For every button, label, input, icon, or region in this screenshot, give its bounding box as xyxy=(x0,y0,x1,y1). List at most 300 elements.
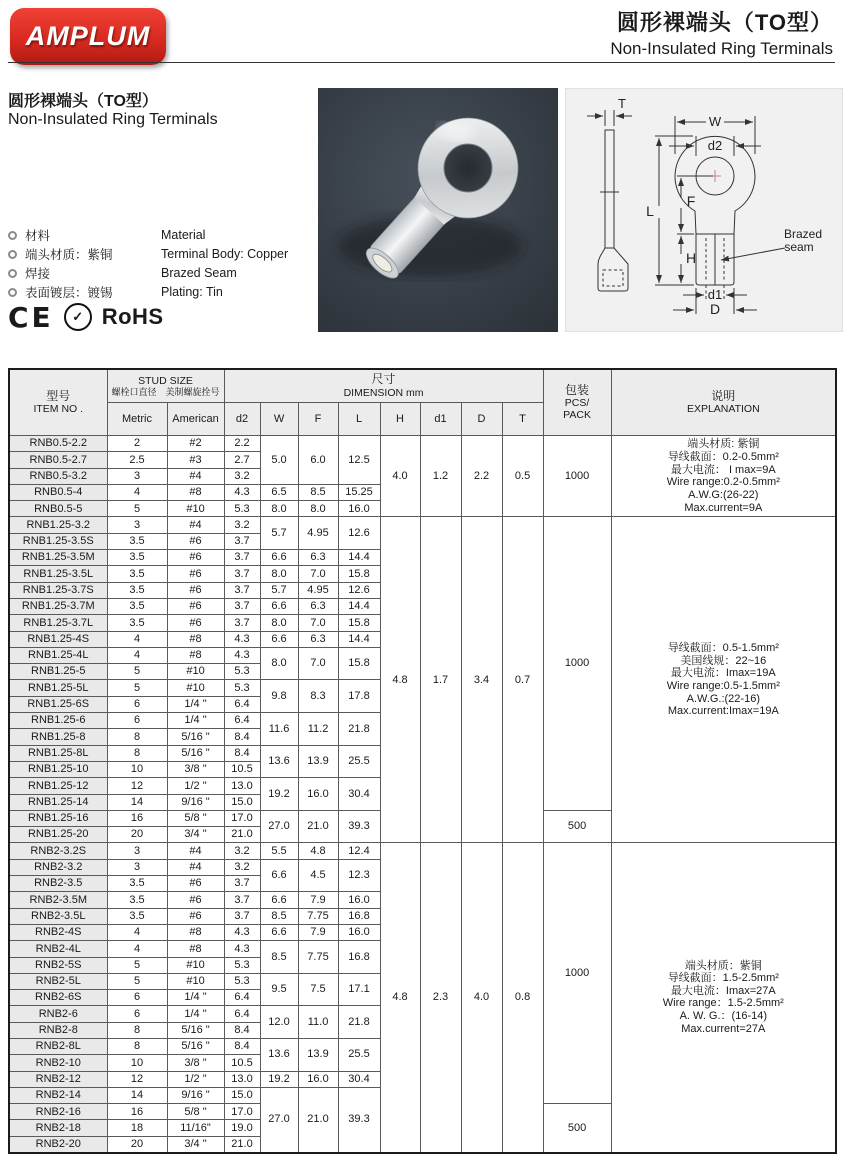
value-cell: 11.6 xyxy=(260,713,298,746)
value-cell: 8.0 xyxy=(260,647,298,680)
value-cell: 3.7 xyxy=(224,566,260,582)
spec-row xyxy=(8,264,288,282)
value-cell: 5/8 " xyxy=(167,1104,224,1120)
value-cell: 5 xyxy=(107,973,167,989)
value-cell: 3.7 xyxy=(224,615,260,631)
spec-row xyxy=(8,283,288,301)
item-no-cell: RNB2-8L xyxy=(9,1038,107,1054)
value-cell: 14 xyxy=(107,1087,167,1103)
brazed-seam-label2: seam xyxy=(784,240,814,254)
value-cell: 3 xyxy=(107,468,167,484)
value-cell: 8.0 xyxy=(260,501,298,517)
value-cell: 4 xyxy=(107,484,167,500)
item-no-cell: RNB2-3.2 xyxy=(9,859,107,875)
page-title xyxy=(610,6,833,59)
item-no-cell: RNB2-3.5M xyxy=(9,892,107,908)
item-no-cell: RNB1.25-5 xyxy=(9,664,107,680)
value-cell: 4.95 xyxy=(298,517,338,550)
value-cell: 13.0 xyxy=(224,1071,260,1087)
value-cell: 3.2 xyxy=(224,843,260,859)
spec-en: Plating: Tin xyxy=(161,285,223,299)
bullet-icon xyxy=(8,269,17,278)
page-title-zh: 圆形裸端头（TO型） xyxy=(616,10,833,35)
value-cell: 3.7 xyxy=(224,892,260,908)
value-cell: 5/16 " xyxy=(167,1038,224,1054)
dim-label-D: D xyxy=(709,301,721,317)
value-cell: #6 xyxy=(167,598,224,614)
rohs-mark: RoHS xyxy=(101,304,164,329)
value-cell: #6 xyxy=(167,908,224,924)
value-cell: #4 xyxy=(167,517,224,533)
spec-en: Terminal Body: Copper xyxy=(161,247,289,261)
section-title-en: Non-Insulated Ring Terminals xyxy=(8,111,218,128)
item-no-cell: RNB2-5S xyxy=(9,957,107,973)
item-no-cell: RNB1.25-3.5L xyxy=(9,566,107,582)
value-cell: 8.0 xyxy=(260,615,298,631)
value-cell: 8 xyxy=(107,745,167,761)
item-no-cell: RNB2-6S xyxy=(9,990,107,1006)
col-dimension: 尺寸 DIMENSION mm xyxy=(224,369,543,403)
value-cell: 16 xyxy=(107,810,167,826)
table-row xyxy=(9,436,836,452)
spec-zh: 材料 xyxy=(25,229,51,243)
col-d2: d2 xyxy=(224,403,260,436)
value-cell: 8.4 xyxy=(224,729,260,745)
value-cell: 4.5 xyxy=(298,859,338,892)
value-cell: 1/4 " xyxy=(167,713,224,729)
item-no-cell: RNB0.5-2.7 xyxy=(9,452,107,468)
value-cell: 2 xyxy=(107,436,167,452)
value-cell: 4 xyxy=(107,924,167,940)
item-no-cell: RNB2-4L xyxy=(9,941,107,957)
ce-mark-icon: CE xyxy=(8,300,54,334)
item-no-cell: RNB1.25-16 xyxy=(9,810,107,826)
value-cell: 19.0 xyxy=(224,1120,260,1136)
value-cell: #6 xyxy=(167,876,224,892)
value-cell: 7.0 xyxy=(298,615,338,631)
value-cell: 14 xyxy=(107,794,167,810)
value-cell: #10 xyxy=(167,973,224,989)
item-no-cell: RNB1.25-4S xyxy=(9,631,107,647)
value-cell: 8 xyxy=(107,1022,167,1038)
item-no-cell: RNB0.5-3.2 xyxy=(9,468,107,484)
item-no-cell: RNB1.25-12 xyxy=(9,778,107,794)
value-cell: 3.5 xyxy=(107,615,167,631)
dimension-diagram xyxy=(565,88,843,332)
value-cell: #6 xyxy=(167,533,224,549)
value-cell: 16.8 xyxy=(338,908,380,924)
value-cell: 12.4 xyxy=(338,843,380,859)
value-cell: 5 xyxy=(107,680,167,696)
value-cell: 5.0 xyxy=(260,436,298,485)
value-cell: 14.4 xyxy=(338,631,380,647)
value-cell: 8 xyxy=(107,729,167,745)
dim-label-W: W xyxy=(708,114,722,129)
value-cell: 21.0 xyxy=(298,1087,338,1152)
value-cell: 21.8 xyxy=(338,713,380,746)
value-cell: 9.5 xyxy=(260,973,298,1006)
value-cell: 3 xyxy=(107,859,167,875)
value-cell: 20 xyxy=(107,1136,167,1152)
certification-badge-icon: ✓ xyxy=(64,303,92,331)
value-cell: #2 xyxy=(167,436,224,452)
value-cell: 500 xyxy=(543,1104,611,1153)
item-no-cell: RNB2-12 xyxy=(9,1071,107,1087)
value-cell: 3.5 xyxy=(107,566,167,582)
value-cell: 12.6 xyxy=(338,517,380,550)
table-row xyxy=(9,843,836,859)
value-cell: #10 xyxy=(167,680,224,696)
value-cell: 11.2 xyxy=(298,713,338,746)
item-no-cell: RNB0.5-5 xyxy=(9,501,107,517)
brazed-seam-label: Brazed xyxy=(783,227,823,241)
value-cell: 6.6 xyxy=(260,631,298,647)
value-cell: 3/4 " xyxy=(167,827,224,843)
value-cell: 27.0 xyxy=(260,1087,298,1152)
item-no-cell: RNB2-4S xyxy=(9,924,107,940)
col-item-no: 型号 ITEM NO . xyxy=(9,369,107,436)
value-cell: #3 xyxy=(167,452,224,468)
value-cell: 15.8 xyxy=(338,566,380,582)
value-cell: 2.2 xyxy=(461,436,502,517)
item-no-cell: RNB2-10 xyxy=(9,1055,107,1071)
certification-row xyxy=(8,301,164,333)
item-no-cell: RNB1.25-3.7L xyxy=(9,615,107,631)
value-cell: 21.8 xyxy=(338,1006,380,1039)
value-cell: 3.5 xyxy=(107,892,167,908)
value-cell: 8.0 xyxy=(260,566,298,582)
value-cell: 1.2 xyxy=(420,436,461,517)
item-no-cell: RNB2-6 xyxy=(9,1006,107,1022)
value-cell: 3.7 xyxy=(224,908,260,924)
value-cell: 3.2 xyxy=(224,859,260,875)
col-pcs-pack: 包装 PCS/ PACK xyxy=(543,369,611,436)
bullet-icon xyxy=(8,288,17,297)
item-no-cell: RNB2-8 xyxy=(9,1022,107,1038)
value-cell: 7.9 xyxy=(298,892,338,908)
terminal-drawing xyxy=(565,88,843,332)
dim-label-T: T xyxy=(618,96,626,111)
value-cell: #4 xyxy=(167,843,224,859)
value-cell: 3.7 xyxy=(224,598,260,614)
col-W: W xyxy=(260,403,298,436)
value-cell: 4.3 xyxy=(224,484,260,500)
value-cell: 27.0 xyxy=(260,810,298,843)
value-cell: 12 xyxy=(107,1071,167,1087)
value-cell: 3/8 " xyxy=(167,1055,224,1071)
value-cell: 1/2 " xyxy=(167,778,224,794)
value-cell: 4.8 xyxy=(298,843,338,859)
value-cell: 3.2 xyxy=(224,517,260,533)
value-cell: 15.0 xyxy=(224,794,260,810)
value-cell: #10 xyxy=(167,957,224,973)
value-cell: 17.8 xyxy=(338,680,380,713)
value-cell: 5.5 xyxy=(260,843,298,859)
value-cell: 3/4 " xyxy=(167,1136,224,1152)
value-cell: 4 xyxy=(107,941,167,957)
value-cell: 8.3 xyxy=(298,680,338,713)
value-cell: 14.4 xyxy=(338,598,380,614)
item-no-cell: RNB1.25-20 xyxy=(9,827,107,843)
value-cell: 8.5 xyxy=(298,484,338,500)
table-row xyxy=(9,517,836,533)
value-cell: 1/2 " xyxy=(167,1071,224,1087)
value-cell: 3 xyxy=(107,843,167,859)
product-photo xyxy=(318,88,558,332)
item-no-cell: RNB2-3.5 xyxy=(9,876,107,892)
brand-logo xyxy=(10,8,166,65)
value-cell: 19.2 xyxy=(260,778,298,811)
spec-zh: 表面镀层：镀锡 xyxy=(25,286,113,300)
spec-table-body xyxy=(9,436,836,1153)
value-cell: 2.7 xyxy=(224,452,260,468)
brand-logo-text: AMPLUM xyxy=(25,21,151,51)
value-cell: #6 xyxy=(167,582,224,598)
header-divider xyxy=(8,62,835,63)
value-cell: 11.0 xyxy=(298,1006,338,1039)
value-cell: 10.5 xyxy=(224,1055,260,1071)
value-cell: 3.4 xyxy=(461,517,502,843)
item-no-cell: RNB1.25-3.7M xyxy=(9,598,107,614)
value-cell: 4 xyxy=(107,631,167,647)
value-cell: 1/4 " xyxy=(167,696,224,712)
section-title xyxy=(8,88,218,129)
value-cell: 4 xyxy=(107,647,167,663)
value-cell: 7.0 xyxy=(298,566,338,582)
item-no-cell: RNB1.25-5L xyxy=(9,680,107,696)
value-cell: 5.3 xyxy=(224,973,260,989)
value-cell: 17.0 xyxy=(224,1104,260,1120)
value-cell: 12.3 xyxy=(338,859,380,892)
ring-terminal-photo xyxy=(318,88,558,332)
value-cell: 6 xyxy=(107,696,167,712)
item-no-cell: RNB1.25-3.5S xyxy=(9,533,107,549)
value-cell: 3.7 xyxy=(224,550,260,566)
value-cell: 7.0 xyxy=(298,647,338,680)
item-no-cell: RNB0.5-2.2 xyxy=(9,436,107,452)
dim-label-L: L xyxy=(646,203,654,219)
value-cell: 13.6 xyxy=(260,1038,298,1071)
value-cell: 15.8 xyxy=(338,615,380,631)
value-cell: 5/16 " xyxy=(167,1022,224,1038)
value-cell: 5 xyxy=(107,664,167,680)
value-cell: 3.7 xyxy=(224,876,260,892)
value-cell: 3.5 xyxy=(107,876,167,892)
item-no-cell: RNB2-14 xyxy=(9,1087,107,1103)
value-cell: #4 xyxy=(167,859,224,875)
value-cell: 6.0 xyxy=(298,436,338,485)
value-cell: 6 xyxy=(107,713,167,729)
value-cell: 8.4 xyxy=(224,745,260,761)
item-no-cell: RNB1.25-8 xyxy=(9,729,107,745)
value-cell: 0.5 xyxy=(502,436,543,517)
item-no-cell: RNB1.25-8L xyxy=(9,745,107,761)
value-cell: 20 xyxy=(107,827,167,843)
item-no-cell: RNB0.5-4 xyxy=(9,484,107,500)
value-cell: 1.7 xyxy=(420,517,461,843)
item-no-cell: RNB2-3.2S xyxy=(9,843,107,859)
value-cell: 5.3 xyxy=(224,501,260,517)
value-cell: 1/4 " xyxy=(167,1006,224,1022)
value-cell: 21.0 xyxy=(224,827,260,843)
value-cell: 3.5 xyxy=(107,582,167,598)
value-cell: 14.4 xyxy=(338,550,380,566)
value-cell: 6 xyxy=(107,1006,167,1022)
col-H: H xyxy=(380,403,420,436)
explanation-cell: 导线截面：0.5-1.5mm² 美国线规：22~16 最大电流：Imax=19A Wire range:0.5-1.5mm² A.W.G.:(22-16) Max.current:Imax=19A xyxy=(611,517,836,843)
value-cell: 4.8 xyxy=(380,517,420,843)
value-cell: #8 xyxy=(167,484,224,500)
page-title-en: Non-Insulated Ring Terminals xyxy=(610,39,833,58)
item-no-cell: RNB1.25-6S xyxy=(9,696,107,712)
value-cell: 500 xyxy=(543,810,611,843)
value-cell: 16.8 xyxy=(338,941,380,974)
spec-zh: 端头材质：紫铜 xyxy=(25,248,113,262)
spec-table-header xyxy=(9,369,836,436)
value-cell: 25.5 xyxy=(338,745,380,778)
spec-table xyxy=(8,368,837,1154)
value-cell: 5 xyxy=(107,957,167,973)
value-cell: 30.4 xyxy=(338,778,380,811)
value-cell: 6.6 xyxy=(260,550,298,566)
value-cell: 9.8 xyxy=(260,680,298,713)
value-cell: 8.4 xyxy=(224,1022,260,1038)
value-cell: 13.6 xyxy=(260,745,298,778)
item-no-cell: RNB2-18 xyxy=(9,1120,107,1136)
value-cell: 16.0 xyxy=(338,924,380,940)
dim-label-d1: d1 xyxy=(707,287,723,302)
value-cell: 4.3 xyxy=(224,631,260,647)
value-cell: 16 xyxy=(107,1104,167,1120)
value-cell: 15.25 xyxy=(338,484,380,500)
col-metric: Metric xyxy=(107,403,167,436)
dim-label-F: F xyxy=(686,193,696,209)
item-no-cell: RNB1.25-3.2 xyxy=(9,517,107,533)
value-cell: 21.0 xyxy=(298,810,338,843)
value-cell: 19.2 xyxy=(260,1071,298,1087)
value-cell: 25.5 xyxy=(338,1038,380,1071)
value-cell: 4.3 xyxy=(224,941,260,957)
value-cell: #6 xyxy=(167,550,224,566)
value-cell: 2.3 xyxy=(420,843,461,1153)
value-cell: #8 xyxy=(167,647,224,663)
value-cell: 7.5 xyxy=(298,973,338,1006)
value-cell: #8 xyxy=(167,631,224,647)
section-title-zh: 圆形裸端头（TO型） xyxy=(8,93,158,110)
value-cell: 5.7 xyxy=(260,517,298,550)
value-cell: 1000 xyxy=(543,517,611,810)
item-no-cell: RNB1.25-6 xyxy=(9,713,107,729)
value-cell: 1/4 " xyxy=(167,990,224,1006)
bullet-icon xyxy=(8,231,17,240)
value-cell: 8.0 xyxy=(298,501,338,517)
value-cell: 4.0 xyxy=(380,436,420,517)
value-cell: 12 xyxy=(107,778,167,794)
value-cell: 8.5 xyxy=(260,941,298,974)
value-cell: 12.0 xyxy=(260,1006,298,1039)
item-no-cell: RNB1.25-10 xyxy=(9,761,107,777)
value-cell: 1000 xyxy=(543,843,611,1104)
spec-row xyxy=(8,245,288,263)
value-cell: 5.3 xyxy=(224,680,260,696)
value-cell: 15.8 xyxy=(338,647,380,680)
value-cell: 5/8 " xyxy=(167,810,224,826)
value-cell: 6.6 xyxy=(260,598,298,614)
value-cell: 10.5 xyxy=(224,761,260,777)
item-no-cell: RNB2-20 xyxy=(9,1136,107,1152)
value-cell: 15.0 xyxy=(224,1087,260,1103)
value-cell: 8.4 xyxy=(224,1038,260,1054)
value-cell: 7.9 xyxy=(298,924,338,940)
col-T: T xyxy=(502,403,543,436)
value-cell: 5 xyxy=(107,501,167,517)
value-cell: 3.5 xyxy=(107,533,167,549)
value-cell: 3.5 xyxy=(107,908,167,924)
value-cell: 12.6 xyxy=(338,582,380,598)
explanation-cell: 端头材质：紫铜 导线截面：1.5-2.5mm² 最大电流：Imax=27A Wire range：1.5-2.5mm² A. W. G.：(16-14) Max.current=27A xyxy=(611,843,836,1153)
value-cell: #10 xyxy=(167,501,224,517)
value-cell: 6.6 xyxy=(260,924,298,940)
value-cell: #6 xyxy=(167,892,224,908)
value-cell: 4.8 xyxy=(380,843,420,1153)
value-cell: 8 xyxy=(107,1038,167,1054)
value-cell: 13.9 xyxy=(298,745,338,778)
value-cell: 9/16 " xyxy=(167,794,224,810)
value-cell: 16.0 xyxy=(298,778,338,811)
value-cell: #8 xyxy=(167,941,224,957)
value-cell: 6.4 xyxy=(224,696,260,712)
item-no-cell: RNB1.25-14 xyxy=(9,794,107,810)
value-cell: 5.3 xyxy=(224,957,260,973)
value-cell: #10 xyxy=(167,664,224,680)
item-no-cell: RNB2-16 xyxy=(9,1104,107,1120)
value-cell: 13.0 xyxy=(224,778,260,794)
value-cell: 16.0 xyxy=(338,501,380,517)
col-d1: d1 xyxy=(420,403,461,436)
value-cell: 6.4 xyxy=(224,990,260,1006)
value-cell: #6 xyxy=(167,566,224,582)
col-L: L xyxy=(338,403,380,436)
value-cell: 7.75 xyxy=(298,908,338,924)
value-cell: 9/16 " xyxy=(167,1087,224,1103)
value-cell: 10 xyxy=(107,761,167,777)
item-no-cell: RNB1.25-3.7S xyxy=(9,582,107,598)
value-cell: 4.0 xyxy=(461,843,502,1153)
spec-en: Brazed Seam xyxy=(161,266,237,280)
value-cell: 6.4 xyxy=(224,1006,260,1022)
value-cell: 2.2 xyxy=(224,436,260,452)
value-cell: 2.5 xyxy=(107,452,167,468)
value-cell: 10 xyxy=(107,1055,167,1071)
value-cell: 6.3 xyxy=(298,631,338,647)
value-cell: 39.3 xyxy=(338,1087,380,1152)
value-cell: 3.5 xyxy=(107,550,167,566)
value-cell: 12.5 xyxy=(338,436,380,485)
value-cell: 11/16" xyxy=(167,1120,224,1136)
item-no-cell: RNB1.25-3.5M xyxy=(9,550,107,566)
spec-zh: 焊接 xyxy=(25,267,51,281)
value-cell: 3.2 xyxy=(224,468,260,484)
value-cell: 6.6 xyxy=(260,892,298,908)
value-cell: 4.95 xyxy=(298,582,338,598)
value-cell: 5/16 " xyxy=(167,729,224,745)
value-cell: 5/16 " xyxy=(167,745,224,761)
value-cell: 5.3 xyxy=(224,664,260,680)
col-american: American xyxy=(167,403,224,436)
value-cell: 16.0 xyxy=(338,892,380,908)
value-cell: 4.3 xyxy=(224,924,260,940)
value-cell: 1000 xyxy=(543,436,611,517)
